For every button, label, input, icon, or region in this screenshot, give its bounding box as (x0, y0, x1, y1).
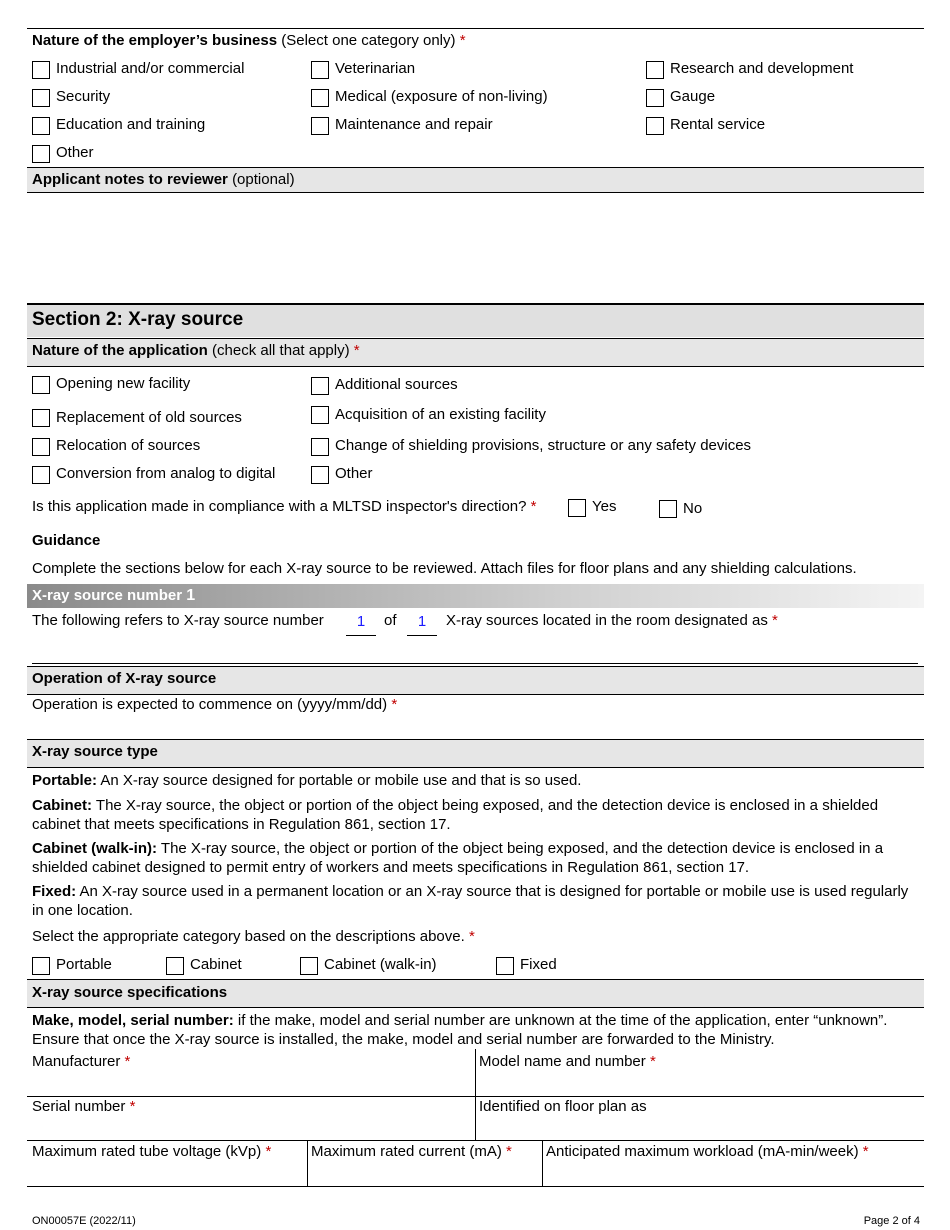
source-current-field[interactable]: 1 (346, 613, 376, 636)
make-model-note: Make, model, serial number: if the make, model and serial number are unknown at the time of the application, enter “unknown”. Ensure that once the X-ray source is installed, the make, model and serial number are forwarded to the Ministry. (32, 1012, 888, 1048)
operation-date-field[interactable] (27, 716, 924, 738)
source-type-heading: X-ray source type (32, 743, 158, 760)
checkbox-additional-sources[interactable] (311, 377, 329, 395)
option-label: Change of shielding provisions, structure or any safety devices (335, 437, 752, 454)
option-label: Relocation of sources (56, 437, 201, 454)
serial-label: Serial number * (32, 1098, 136, 1115)
operation-heading: Operation of X-ray source (32, 670, 217, 687)
source-number-text-b: X-ray sources located in the room designated as * (446, 612, 778, 629)
yes-label: Yes (592, 498, 617, 515)
checkbox-opening-facility[interactable] (32, 376, 50, 394)
option-label: Industrial and/or commercial (56, 60, 245, 77)
portable-definition: Portable: An X-ray source designed for portable or mobile use and that is so used. (32, 772, 582, 789)
form-id: ON00057E (2022/11) (32, 1215, 136, 1227)
applicant-notes-field[interactable] (27, 194, 924, 302)
no-label: No (683, 500, 703, 517)
compliance-question: Is this application made in compliance with a MLTSD inspector's direction? * (32, 498, 537, 515)
option-label: Medical (exposure of non-living) (335, 88, 548, 105)
guidance-heading: Guidance (32, 532, 101, 549)
room-designation-field[interactable] (32, 640, 918, 664)
specs-heading: X-ray source specifications (32, 984, 228, 1001)
checkbox-other-application[interactable] (311, 466, 329, 484)
option-label: Education and training (56, 116, 206, 133)
option-label: Conversion from analog to digital (56, 465, 276, 482)
option-label: Opening new facility (56, 375, 191, 392)
checkbox-cabinet-walkin[interactable] (300, 957, 318, 975)
checkbox-relocation[interactable] (32, 438, 50, 456)
checkbox-rental[interactable] (646, 117, 664, 135)
option-label: Portable (56, 956, 112, 973)
tube-voltage-field[interactable] (27, 1163, 306, 1185)
of-label: of (384, 612, 397, 629)
option-label: Other (335, 465, 373, 482)
workload-label: Anticipated maximum workload (mA-min/week) * (546, 1143, 869, 1160)
checkbox-portable[interactable] (32, 957, 50, 975)
option-label: Cabinet (walk-in) (324, 956, 437, 973)
current-field[interactable] (309, 1163, 541, 1185)
employer-business-heading: Nature of the employer’s business (Select one category only) * (32, 32, 466, 49)
option-label: Additional sources (335, 376, 458, 393)
manufacturer-label: Manufacturer * (32, 1053, 131, 1070)
option-label: Research and development (670, 60, 854, 77)
floor-plan-label: Identified on floor plan as (479, 1098, 647, 1115)
walkin-definition: Cabinet (walk-in): The X-ray source, the object or portion of the object being exposed, and the detection device is enclosed in a shielded cabinet designed to permit entry of workers and meets specifications in Regulation 861, section 17. (32, 840, 884, 876)
manufacturer-field[interactable] (27, 1073, 474, 1095)
checkbox-compliance-yes[interactable] (568, 499, 586, 517)
checkbox-research[interactable] (646, 61, 664, 79)
option-label: Acquisition of an existing facility (335, 406, 546, 423)
floor-plan-field[interactable] (477, 1118, 924, 1140)
option-label: Other (56, 144, 94, 161)
option-label: Maintenance and repair (335, 116, 493, 133)
model-label: Model name and number * (479, 1053, 656, 1070)
guidance-text: Complete the sections below for each X-ray source to be reviewed. Attach files for floor plans and any shielding calculations. (32, 560, 857, 577)
checkbox-veterinarian[interactable] (311, 61, 329, 79)
checkbox-medical[interactable] (311, 89, 329, 107)
section-title: Section 2: X-ray source (32, 309, 244, 330)
nature-application-heading: Nature of the application (check all that apply) * (32, 342, 360, 359)
checkbox-compliance-no[interactable] (659, 500, 677, 518)
fixed-definition: Fixed: An X-ray source used in a permanent location or an X-ray source that is designed for portable or mobile use is used regularly in one location. (32, 883, 909, 919)
model-field[interactable] (477, 1073, 924, 1095)
checkbox-shielding-change[interactable] (311, 438, 329, 456)
option-label: Replacement of old sources (56, 409, 242, 426)
operation-label: Operation is expected to commence on (yyyy/mm/dd) * (32, 696, 398, 713)
source-number-banner-text: X-ray source number 1 (32, 587, 196, 604)
option-label: Gauge (670, 88, 716, 105)
checkbox-conversion[interactable] (32, 466, 50, 484)
page-number: Page 2 of 4 (863, 1215, 920, 1227)
cabinet-definition: Cabinet: The X-ray source, the object or portion of the object being exposed, and the detection device is enclosed in a shielded cabinet that meets specifications in Regulation 861, section 17. (32, 797, 879, 833)
checkbox-other-business[interactable] (32, 145, 50, 163)
select-category-label: Select the appropriate category based on the descriptions above. * (32, 928, 475, 945)
checkbox-industrial[interactable] (32, 61, 50, 79)
option-label: Cabinet (190, 956, 242, 973)
checkbox-fixed[interactable] (496, 957, 514, 975)
current-label: Maximum rated current (mA) * (311, 1143, 512, 1160)
checkbox-maintenance[interactable] (311, 117, 329, 135)
option-label: Rental service (670, 116, 766, 133)
workload-field[interactable] (544, 1163, 924, 1185)
option-label: Veterinarian (335, 60, 416, 77)
source-total-field[interactable]: 1 (407, 613, 437, 636)
applicant-notes-heading: Applicant notes to reviewer (optional) (32, 171, 295, 188)
checkbox-replacement[interactable] (32, 409, 50, 427)
checkbox-education[interactable] (32, 117, 50, 135)
tube-voltage-label: Maximum rated tube voltage (kVp) * (32, 1143, 272, 1160)
checkbox-acquisition[interactable] (311, 406, 329, 424)
source-number-text-a: The following refers to X-ray source number (32, 612, 324, 629)
checkbox-security[interactable] (32, 89, 50, 107)
serial-field[interactable] (27, 1118, 474, 1140)
option-label: Fixed (520, 956, 557, 973)
option-label: Security (56, 88, 111, 105)
checkbox-cabinet[interactable] (166, 957, 184, 975)
checkbox-gauge[interactable] (646, 89, 664, 107)
